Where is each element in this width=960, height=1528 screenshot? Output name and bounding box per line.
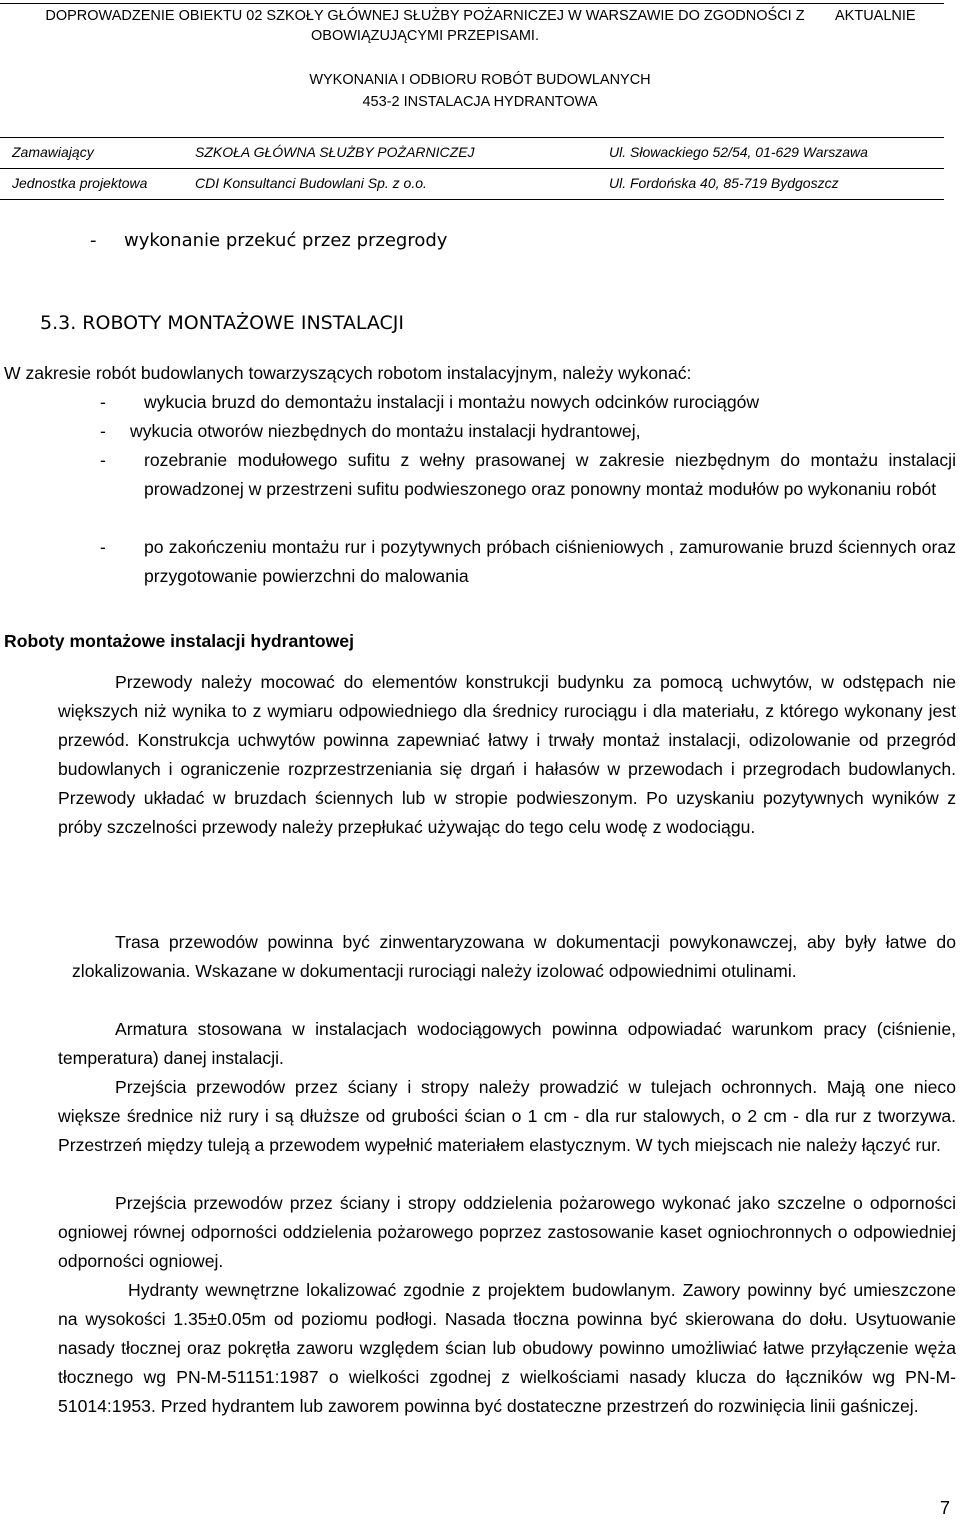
document-status: AKTUALNIE [835,8,916,24]
designer-name: CDI Konsultanci Budowlani Sp. z o.o. [195,175,427,191]
document-header [0,0,944,191]
section-intro: W zakresie robót budowlanych towarzyszących robotom instalacyjnym, należy wykonać: [4,363,692,383]
paragraph-hydrants: Hydranty wewnętrzne lokalizować zgodnie z projektem budowlanym. Zawory powinny być umieszczone na wysokości 1.35±0.05m od poziomu podłogi. Nasada tłoczna powinna być skierowana do dołu. Usytuowanie nasady tłocznej oraz pokrętła zaworu względem ścian lub obudowy powinno umożliwiać łatwe przyłączenie węża tłocznego wg PN-M-51151:1987 o wielkości zgodnej z wielkościami nasady klucza do łączników wg PN-M-51014:1953. Przed hydrantem lub zaworem powinna być dostateczne przestrzeń do rozwinięcia linii gaśniczej. [58,1280,956,1416]
document-subtitle-2: 453-2 INSTALACJA HYDRANTOWA [362,94,598,110]
list-item [100,533,956,591]
top-bullet [90,226,590,255]
list-text: wykucia otworów niezbędnych do montażu instalacji hydrantowej, [130,421,641,441]
header-rule-3 [0,199,944,200]
document-title: DOPROWADZENIE OBIEKTU 02 SZKOŁY GŁÓWNEJ SŁUŻBY POŻARNICZEJ W WARSZAWIE DO ZGODNOŚCI Z OBOWIĄZUJĄCYMI PRZEPISAMI. [45,8,805,44]
bullet-text: wykonanie przekuć przez przegrody [124,230,448,251]
list-item [100,417,956,446]
bullet-dash: - [90,230,97,251]
client-name: SZKOŁA GŁÓWNA SŁUŻBY POŻARNICZEJ [195,144,475,160]
header-top [0,0,944,60]
paragraph-fire-passages: Przejścia przewodów przez ściany i stropy oddzielenia pożarowego wykonać jako szczelne o odporności ogniowej równej odporności oddzielenia pożarowego poprzez zastosowanie kaset ogniochronnych o odpowiedniej odporności ogniowej. [58,1193,956,1271]
header-top-rule [0,3,944,4]
header-rule-1 [0,137,944,138]
paragraph-route: Trasa przewodów powinna być zinwentaryzowana w dokumentacji powykonawczej, aby były łatwe do zlokalizowania. Wskazane w dokumentacji rurociągi należy izolować odpowiednimi otulinami. [72,932,956,981]
subsection-heading: Roboty montażowe instalacji hydrantowej [4,631,354,651]
list-item [100,388,956,417]
client-address: Ul. Słowackiego 52/54, 01-629 Warszawa [609,144,868,160]
paragraph-passages: Przejścia przewodów przez ściany i stropy należy prowadzić w tulejach ochronnych. Mają one nieco większe średnice niż rury i są dłuższe od grubości ścian o 1 cm - dla rur stalowych, o 2 cm - dla rur z tworzywa. Przestrzeń między tuleją a przewodem wypełnić materiałem elastycznym. W tych miejscach nie należy łączyć rur. [58,1077,956,1155]
designer-address: Ul. Fordońska 40, 85-719 Bydgoszcz [609,175,839,191]
list-dash: - [100,392,106,412]
paragraph-mounting: Przewody należy mocować do elementów konstrukcji budynku za pomocą uchwytów, w odstępach nie większych niż wynika to z wymiaru odpowiedniego dla średnicy rurociągu i dla materiału, z którego wykonany jest przewód. Konstrukcja uchwytów powinna zapewniać łatwy i trwały montaż instalacji, odizolowanie od przegród budowlanych i ograniczenie rozprzestrzeniania się drgań i hałasów w przewodach i przegrodach budowlanych. Przewody układać w bruzdach ściennych lub w stropie podwieszonym. Po uzyskaniu pozytywnych wyników z próby szczelności przewody należy przepłukać używając do tego celu wodę z wodociągu. [58,672,956,837]
designer-label: Jednostka projektowa [12,175,148,191]
client-label: Zamawiający [12,144,94,160]
designer-row [0,173,944,193]
section-heading: 5.3. ROBOTY MONTAŻOWE INSTALACJI [40,312,405,334]
paragraph-fittings: Armatura stosowana w instalacjach wodociągowych powinna odpowiadać warunkom pracy (ciśnienie, temperatura) danej instalacji. [58,1019,956,1068]
list-dash: - [100,537,106,557]
document-subtitle-1: WYKONANIA I ODBIORU ROBÓT BUDOWLANYCH [309,72,651,88]
client-row [0,142,944,162]
list-text: wykucia bruzd do demontażu instalacji i montażu nowych odcinków rurociągów [144,392,760,412]
page-number: 7 [939,1498,950,1518]
header-rule-2 [0,168,944,169]
list-dash: - [100,450,106,470]
list-item [100,446,956,533]
list-text: po zakończeniu montażu rur i pozytywnych próbach ciśnieniowych , zamurowanie bruzd ściennych oraz przygotowanie powierzchni do malowania [144,537,956,586]
list-text: rozebranie modułowego sufitu z wełny prasowanej w zakresie niezbędnym do montażu instalacji prowadzonej w przestrzeni sufitu podwieszonego oraz ponowny montaż modułów po wykonaniu robót [144,450,956,499]
list-dash: - [100,421,106,441]
